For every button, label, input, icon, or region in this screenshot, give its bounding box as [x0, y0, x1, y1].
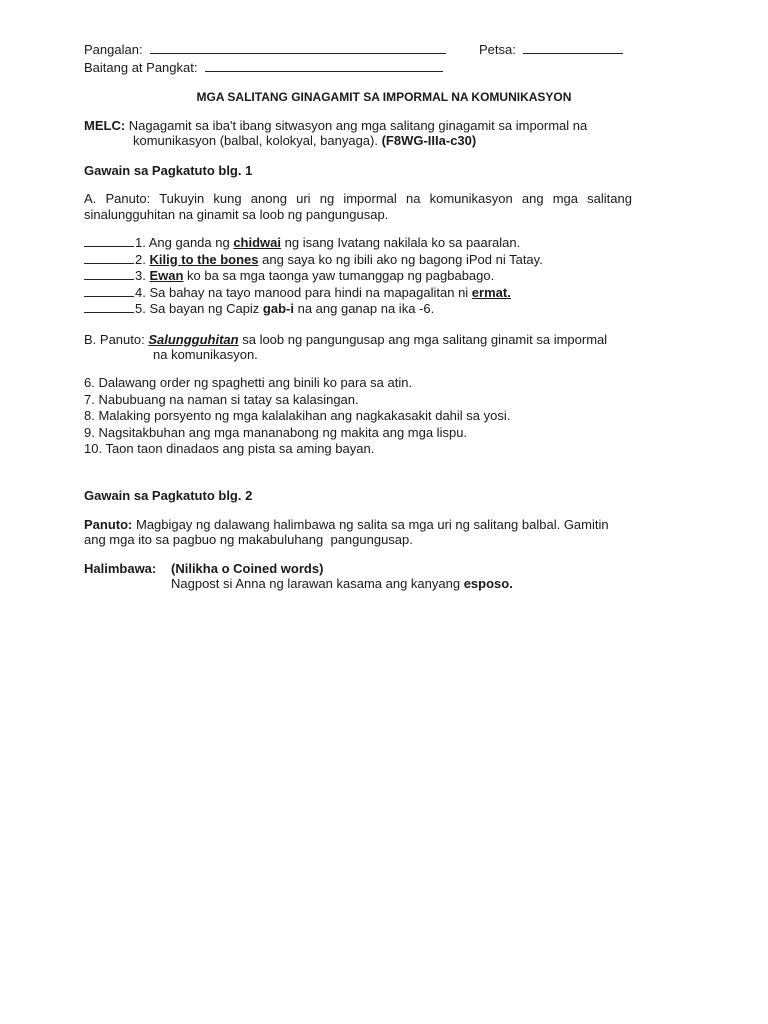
- list-item: 10. Taon taon dinadaos ang pista sa aming bayan.: [84, 441, 375, 456]
- date-row: [479, 41, 623, 58]
- list-item: 5. Sa bayan ng Capiz gab-i na ang ganap na ika -6.: [84, 300, 543, 317]
- date-label: Petsa:: [479, 42, 516, 57]
- list-item: 3. Ewan ko ba sa mga taonga yaw tumanggap ng pagbabago.: [84, 267, 543, 284]
- list-item: 8. Malaking porsyento ng mga kalalakihan ang nagkakasakit dahil sa yosi.: [84, 408, 511, 423]
- list-item: 6. Dalawang order ng spaghetti ang binili ko para sa atin.: [84, 375, 413, 390]
- melc-code: (F8WG-IIIa-c30): [381, 133, 477, 148]
- example-type: (Nilikha o Coined words): [171, 561, 324, 576]
- name-row: [84, 41, 446, 58]
- panuto-label: Panuto:: [84, 517, 133, 532]
- list-item: 9. Nagsitakbuhan ang mga mananabong ng makita ang mga lispu.: [84, 424, 468, 440]
- underlined-word: ermat.: [471, 284, 511, 300]
- date-blank[interactable]: [523, 41, 623, 54]
- name-blank[interactable]: [150, 41, 446, 54]
- melc-line2: [133, 133, 476, 149]
- answer-blank[interactable]: [84, 267, 134, 280]
- underlined-word: Salungguhitan: [148, 332, 239, 347]
- list-item: 4. Sa bahay na tayo manood para hindi na mapagalitan ni ermat.: [84, 284, 543, 301]
- underlined-word: Kilig to the bones: [149, 251, 259, 267]
- answer-blank[interactable]: [84, 234, 134, 247]
- melc-text2: komunikasyon (balbal, kolokyal, banyaga).: [133, 133, 378, 148]
- part-a-list: [84, 234, 543, 317]
- activity1-heading: Gawain sa Pagkatuto blg. 1: [84, 163, 253, 178]
- melc-text1: Nagagamit sa iba't ibang sitwasyon ang mga salitang ginagamit sa impormal na: [128, 118, 588, 133]
- example-sentence: Nagpost si Anna ng larawan kasama ang kanyang esposo.: [171, 576, 513, 591]
- part-b-instruction-line1: B. Panuto: Salungguhitan sa loob ng pangungusap ang mga salitang ginamit sa impormal: [84, 332, 608, 347]
- part-a-instruction: [84, 191, 632, 223]
- grade-row: [84, 59, 443, 76]
- list-item: 1. Ang ganda ng chidwai ng isang Ivatang nakilala ko sa paaralan.: [84, 234, 543, 251]
- part-a-instruction-line2: sinalungguhitan na ginamit sa loob ng pangungusap.: [84, 207, 389, 222]
- list-item: 7. Nabubuang na naman si tatay sa kalasingan.: [84, 391, 359, 407]
- activity2-heading: Gawain sa Pagkatuto blg. 2: [84, 488, 253, 503]
- key-word: esposo.: [463, 576, 513, 591]
- activity2-panuto-line1: Panuto: Magbigay ng dalawang halimbawa ng salita sa mga uri ng salitang balbal. Gamitin: [84, 517, 609, 532]
- part-b-instruction-line2: na komunikasyon.: [153, 347, 258, 362]
- melc-line1: [84, 118, 587, 134]
- page-title: MGA SALITANG GINAGAMIT SA IMPORMAL NA KOMUNIKASYON: [196, 90, 572, 104]
- answer-blank[interactable]: [84, 251, 134, 264]
- part-b-list: [84, 375, 510, 458]
- name-label: Pangalan:: [84, 42, 143, 57]
- underlined-word: chidwai: [233, 235, 282, 250]
- underlined-word: Ewan: [149, 268, 184, 283]
- list-item: 2. Kilig to the bones ang saya ko ng ibili ako ng bagong iPod ni Tatay.: [84, 251, 543, 268]
- melc-label: MELC:: [84, 118, 126, 133]
- grade-blank[interactable]: [205, 59, 443, 72]
- answer-blank[interactable]: [84, 284, 134, 297]
- part-a-instruction-line1: A. Panuto: Tukuyin kung anong uri ng impormal na komunikasyon ang mga salitang: [84, 191, 632, 206]
- example-label: Halimbawa:: [84, 561, 157, 576]
- activity2-panuto-line2: ang mga ito sa pagbuo ng makabuluhang pangungusap.: [84, 532, 413, 547]
- grade-label: Baitang at Pangkat:: [84, 60, 198, 75]
- answer-blank[interactable]: [84, 300, 134, 313]
- key-word: gab-i: [262, 301, 294, 316]
